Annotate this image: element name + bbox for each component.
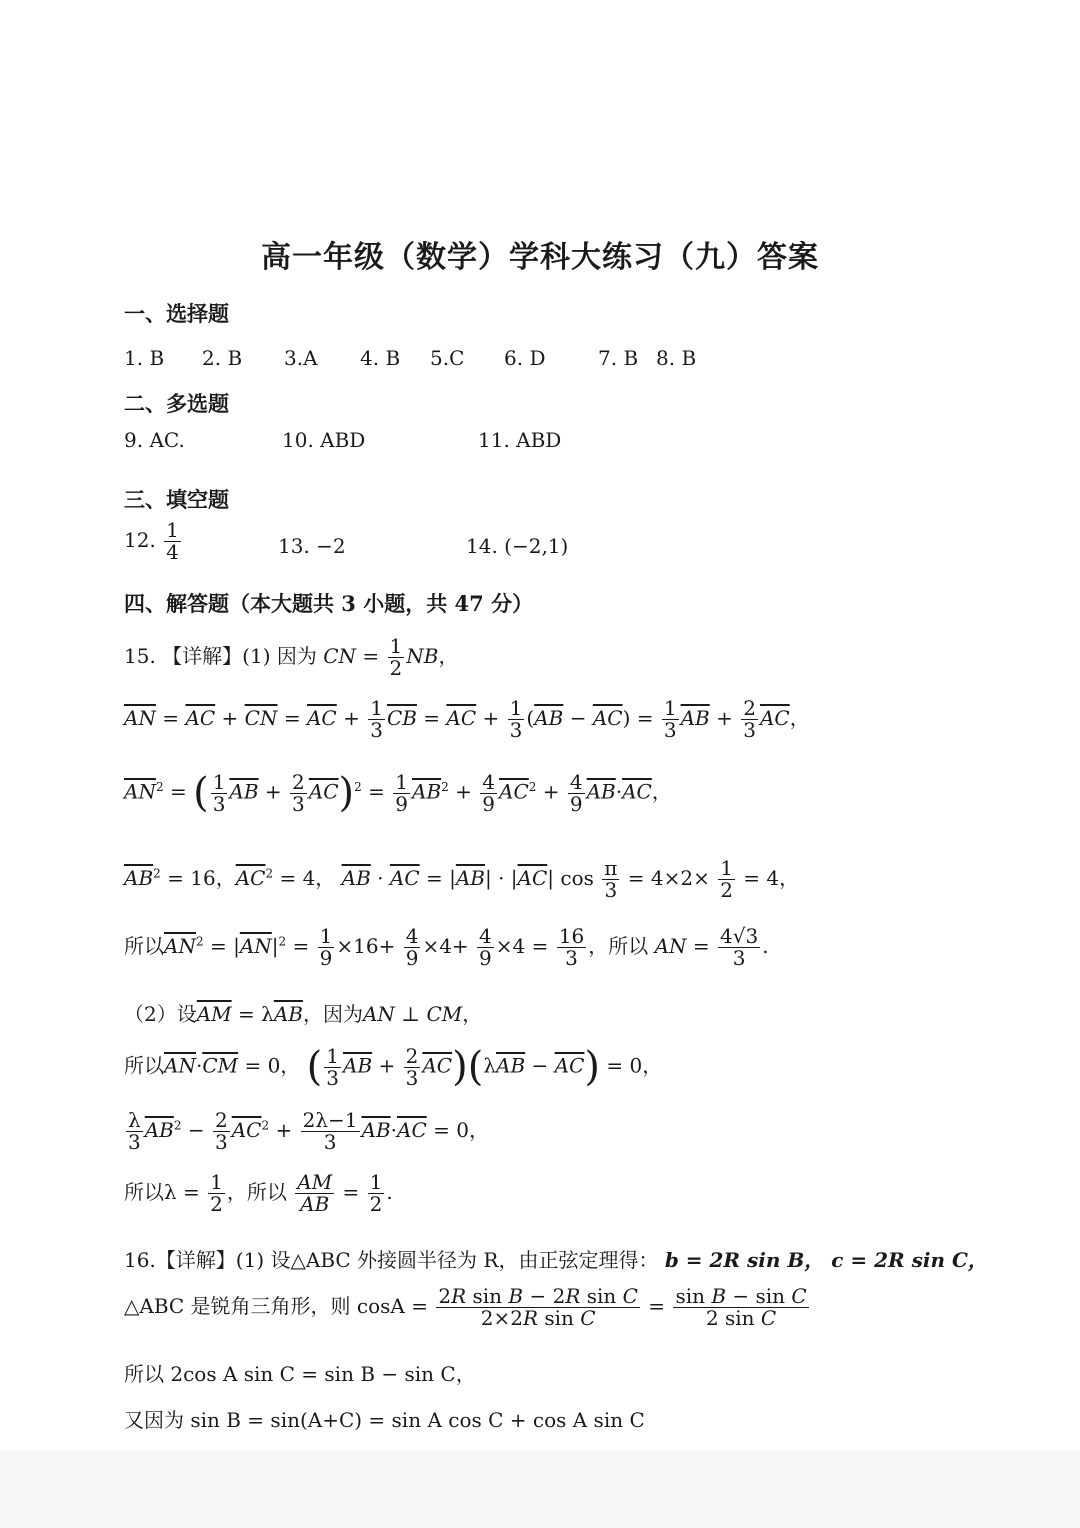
- choice-answer: 2. B: [202, 346, 243, 370]
- q16-line-2-head: △ABC 是锐角三角形，则 cosA =: [124, 1294, 428, 1318]
- q15-part2-line-3: $\frac{\lambda}{3}$ $\overline{AB}^2$ − $\frac{2}{3}$ $\overline{AC}^2$ + $\frac{2\lambda-1}{3}$ $\overline{AB}\cdot\overline{AC} = 0$，: [128, 1108, 489, 1154]
- q15-part2-line-2: 所以$\overline{AN}\cdot\overline{CM} = 0$， ( $\frac{1}{3}$ $\overline{AB}$ + $\frac{2}{3}$ $\overline{AC})(\lambda\overline{AB} - \overline{AC}) = 0$，: [124, 1043, 663, 1090]
- choice-answer: 3.A: [284, 346, 318, 370]
- choice-answer: 7. B: [598, 346, 639, 370]
- so-label: 所以: [124, 934, 164, 958]
- so-label: 所以: [124, 1053, 164, 1078]
- section-heading-choice: 一、选择题: [124, 301, 229, 326]
- multi-answer: 9. AC.: [124, 428, 185, 452]
- so-label: ，所以: [588, 934, 649, 958]
- q15-part2-mid: ，因为: [302, 1002, 363, 1026]
- denominator: 4: [166, 540, 179, 564]
- q15-line-3: $\overline{AN}^2$ = ( $\frac{1}{3}$ $\overline{AB}$ + $\frac{2}{3}$ $\overline{AC})^2$ = $\frac{1}{9}$ $\overline{AB}^2$ + $\frac{4}{9}$ $\overline{AC}^2$ + $\frac{4}{9}$ $\overline{AB}\cdot\overline{AC}$，: [124, 769, 672, 816]
- numerator: 1: [166, 518, 179, 542]
- fill-answer-12: [124, 520, 183, 563]
- fraction: [164, 520, 181, 563]
- q16-line-1-tail: b = 2R sin B， c = 2R sin C，: [664, 1248, 988, 1272]
- q15-line-5: 所以$\overline{AN}^2 = |\overline{AN}|^2$ = $\frac{1}{9}$ ×16+ $\frac{4}{9}$ ×4+ $\frac{4}{9}$ ×4 = $\frac{16}{3}$ ，所以 AN = $\frac{4√3}{3}$ .: [124, 924, 769, 970]
- q15-part2-line-4: 所以λ = $\frac{1}{2}$ ，所以 $\frac{AM}{AB}$ = $\frac{1}{2}$ .: [124, 1170, 393, 1216]
- q15-part2-head: （2）设: [124, 1002, 197, 1026]
- q16-line-1: [124, 1244, 988, 1273]
- q15-line-2: $\overline{AN} = \overline{AC} + \overline{CN} = \overline{AC}$ + $\frac{1}{3}$ $\overline{CB} = \overline{AC}$ + $\frac{1}{3}$ $(\overline{AB} - \overline{AC})$ = $\frac{1}{3}$ $\overline{AB}$ + $\frac{2}{3}$ $\overline{AC}$，: [124, 696, 810, 742]
- q16-line-2: △ABC 是锐角三角形，则 cosA = $\frac{\text{2R sin B − 2R sin C}}{\text{2×2R sin C}}$ = $\frac{\text{sin B − sin C}}{\text{2 sin C}}$: [124, 1284, 807, 1330]
- page-title: 高一年级（数学）学科大练习（九）答案: [261, 240, 819, 275]
- bottom-strip: [0, 1450, 1080, 1528]
- q15-line-1: 15. 【详解】(1) 因为 CN = $\frac{1}{2}$ NB，: [124, 634, 459, 680]
- so-label: 所以: [124, 1180, 164, 1204]
- q16-head: 16.【详解】(1) 设△ABC 外接圆半径为 R，由正弦定理得：: [124, 1248, 659, 1272]
- choice-answer: 1. B: [124, 346, 165, 370]
- section-heading-multi: 二、多选题: [124, 391, 229, 416]
- q16-line-3: 所以 2cos A sin C = sin B − sin C，: [124, 1362, 476, 1386]
- choice-answer: 5.C: [430, 346, 465, 370]
- choice-answer: 6. D: [504, 346, 546, 370]
- q15-line-4: $\overline{AB}^2 = 16$，$\overline{AC}^2 = 4$， $\overline{AB} \cdot \overline{AC} = |\overline{AB}| \cdot |\overline{AC}|$ cos $\frac{\pi}{3}$ = 4×2× $\frac{1}{2}$ = 4，: [124, 856, 800, 902]
- q15-head: 15. 【详解】(1) 因为: [124, 644, 317, 668]
- section-heading-solutions: 四、解答题（本大题共 3 小题，共 47 分）: [124, 591, 534, 616]
- choice-answer: 4. B: [360, 346, 401, 370]
- so-label: ，所以: [226, 1180, 287, 1204]
- q16-line-4: 又因为 sin B = sin(A+C) = sin A cos C + cos A sin C: [124, 1408, 645, 1432]
- section-heading-fill: 三、填空题: [124, 487, 229, 512]
- choice-answer: 8. B: [656, 346, 697, 370]
- fill-answer-14: 14. (−2,1): [466, 534, 569, 558]
- multi-answer: 10. ABD: [282, 428, 366, 452]
- fill-answer-13: 13. −2: [278, 534, 346, 558]
- multi-answer: 11. ABD: [478, 428, 562, 452]
- q15-part2-line-1: （2）设$\overline{AM} = \lambda\overline{AB}$，因为AN ⊥ CM，: [124, 1002, 483, 1026]
- fill-answer-12-label: 12.: [124, 528, 156, 552]
